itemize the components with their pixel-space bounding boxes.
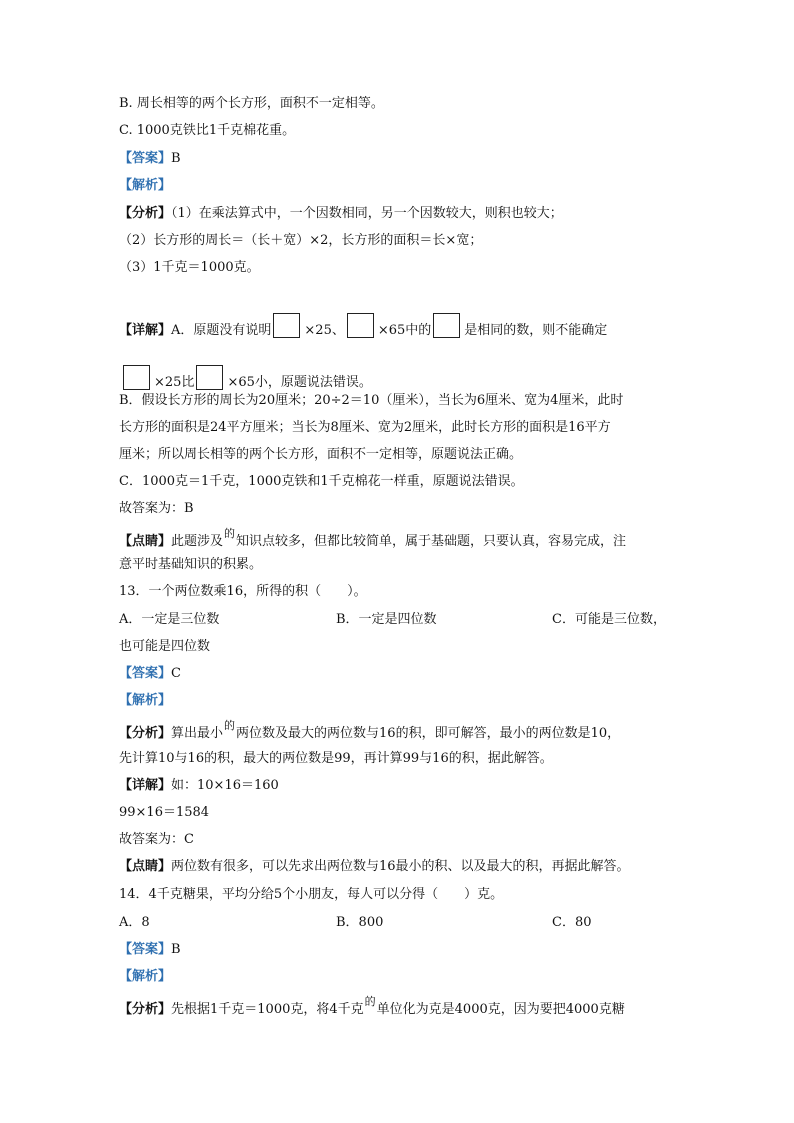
q12-fenxi-2: （2）长方形的周长＝（长＋宽）×2，长方形的面积＝长×宽； bbox=[119, 233, 483, 248]
fenxi-sup: 的 bbox=[364, 995, 376, 1008]
q12-detail-b-1: B．假设长方形的周长为20厘米；20÷2＝10（厘米），当长为6厘米、宽为4厘米，此时 bbox=[119, 393, 624, 408]
blank-box bbox=[196, 365, 223, 390]
fenxi-text: 两位数及最大的两位数与16的积，即可解答，最小的两位数是10， bbox=[236, 726, 621, 741]
detail-text: A．原题没有说明 bbox=[171, 323, 272, 338]
blank-box bbox=[123, 365, 150, 390]
q14-stem: 14．4千克糖果，平均分给5个小朋友，每人可以分得（ ）克。 bbox=[119, 887, 504, 902]
analysis-heading: 【解析】 bbox=[119, 969, 172, 984]
option-a: A．一定是三位数 bbox=[119, 612, 220, 627]
q13-detail-2: 99×16＝1584 bbox=[119, 805, 210, 820]
analysis-heading: 【解析】 bbox=[119, 178, 172, 193]
fenxi-label: 【分析】 bbox=[119, 726, 172, 741]
fenxi-label: 【分析】 bbox=[119, 206, 172, 221]
option-b-statement: B. 周长相等的两个长方形，面积不一定相等。 bbox=[119, 96, 384, 111]
analysis-heading: 【解析】 bbox=[119, 693, 172, 708]
q13-options bbox=[119, 611, 679, 629]
q13-fenxi-2: 先计算10与16的积，最大的两位数是99，再计算99与16的积，据此解答。 bbox=[119, 751, 553, 766]
q14-fenxi-1 bbox=[119, 995, 625, 1019]
q14-analysis-heading bbox=[119, 968, 171, 986]
q14-answer bbox=[119, 941, 181, 959]
q12-detail-a-2 bbox=[119, 365, 372, 392]
q12-final: 故答案为：B bbox=[119, 501, 194, 516]
option-c-statement: C. 1000克铁比1千克棉花重。 bbox=[119, 123, 296, 138]
answer-value: B bbox=[171, 942, 181, 957]
detail-text: 是相同的数，则不能确定 bbox=[464, 323, 608, 338]
fenxi-sup: 的 bbox=[224, 719, 236, 732]
q12-dianjing-1 bbox=[119, 527, 627, 551]
q13-stem: 13．一个两位数乘16，所得的积（ ）。 bbox=[119, 584, 367, 599]
detail-text: ×25比 bbox=[154, 375, 195, 390]
option-b: B．一定是四位数 bbox=[336, 612, 437, 627]
xiangjie-label: 【详解】 bbox=[119, 778, 172, 793]
blank-box bbox=[433, 313, 460, 338]
answer-label: 【答案】 bbox=[119, 666, 172, 681]
dianjing-label: 【点睛】 bbox=[119, 534, 172, 549]
q13-answer bbox=[119, 665, 181, 683]
q12-fenxi-3: （3）1千克＝1000克。 bbox=[119, 260, 260, 275]
dianjing-text: 两位数有很多，可以先求出两位数与16最小的积、以及最大的积，再据此解答。 bbox=[171, 859, 630, 874]
fenxi-text: 单位化为克是4000克，因为要把4000克糖 bbox=[376, 1002, 625, 1017]
q12-answer bbox=[119, 150, 181, 168]
q12-fenxi-1 bbox=[119, 205, 563, 223]
q13-option-c-cont: 也可能是四位数 bbox=[119, 639, 211, 654]
dianjing-text: 知识点较多，但都比较简单，属于基础题，只要认真，容易完成，注 bbox=[236, 534, 627, 549]
dianjing-label: 【点睛】 bbox=[119, 859, 172, 874]
detail-text: ×65中的 bbox=[377, 323, 432, 338]
q13-analysis-heading bbox=[119, 692, 171, 710]
answer-label: 【答案】 bbox=[119, 151, 172, 166]
q13-detail-1 bbox=[119, 777, 279, 795]
dianjing-text: 此题涉及 bbox=[171, 534, 224, 549]
detail-text: 如：10×16＝160 bbox=[171, 778, 279, 793]
q14-options bbox=[119, 914, 679, 932]
detail-text: ×25、 bbox=[304, 323, 345, 338]
answer-label: 【答案】 bbox=[119, 942, 172, 957]
q12-detail-b-2: 长方形的面积是24平方厘米；当长为8厘米、宽为2厘米，此时长方形的面积是16平方 bbox=[119, 420, 611, 435]
answer-value: B bbox=[171, 151, 181, 166]
q12-detail-a-1 bbox=[119, 313, 607, 340]
q13-final: 故答案为：C bbox=[119, 832, 194, 847]
detail-text: ×65小，原题说法错误。 bbox=[227, 375, 372, 390]
q12-dianjing-2: 意平时基础知识的积累。 bbox=[119, 557, 263, 572]
q12-detail-c: C．1000克＝1千克，1000克铁和1千克棉花一样重，原题说法错误。 bbox=[119, 474, 524, 489]
option-b: B．800 bbox=[336, 915, 384, 930]
option-c: C．80 bbox=[552, 915, 592, 930]
answer-value: C bbox=[171, 666, 181, 681]
fenxi-label: 【分析】 bbox=[119, 1002, 172, 1017]
option-a: A．8 bbox=[119, 915, 150, 930]
dianjing-sup: 的 bbox=[224, 527, 236, 540]
q12-analysis-heading bbox=[119, 177, 171, 195]
q13-dianjing bbox=[119, 858, 630, 876]
fenxi-text: （1）在乘法算式中，一个因数相同，另一个因数较大，则积也较大； bbox=[171, 206, 563, 221]
fenxi-text: 先根据1千克＝1000克，将4千克 bbox=[171, 1002, 364, 1017]
xiangjie-label: 【详解】 bbox=[119, 323, 172, 338]
fenxi-text: 算出最小 bbox=[171, 726, 224, 741]
option-c: C．可能是三位数， bbox=[552, 612, 666, 627]
q13-fenxi-1 bbox=[119, 719, 621, 743]
blank-box bbox=[273, 313, 300, 338]
q12-detail-b-3: 厘米；所以周长相等的两个长方形，面积不一定相等，原题说法正确。 bbox=[119, 447, 523, 462]
blank-box bbox=[347, 313, 374, 338]
